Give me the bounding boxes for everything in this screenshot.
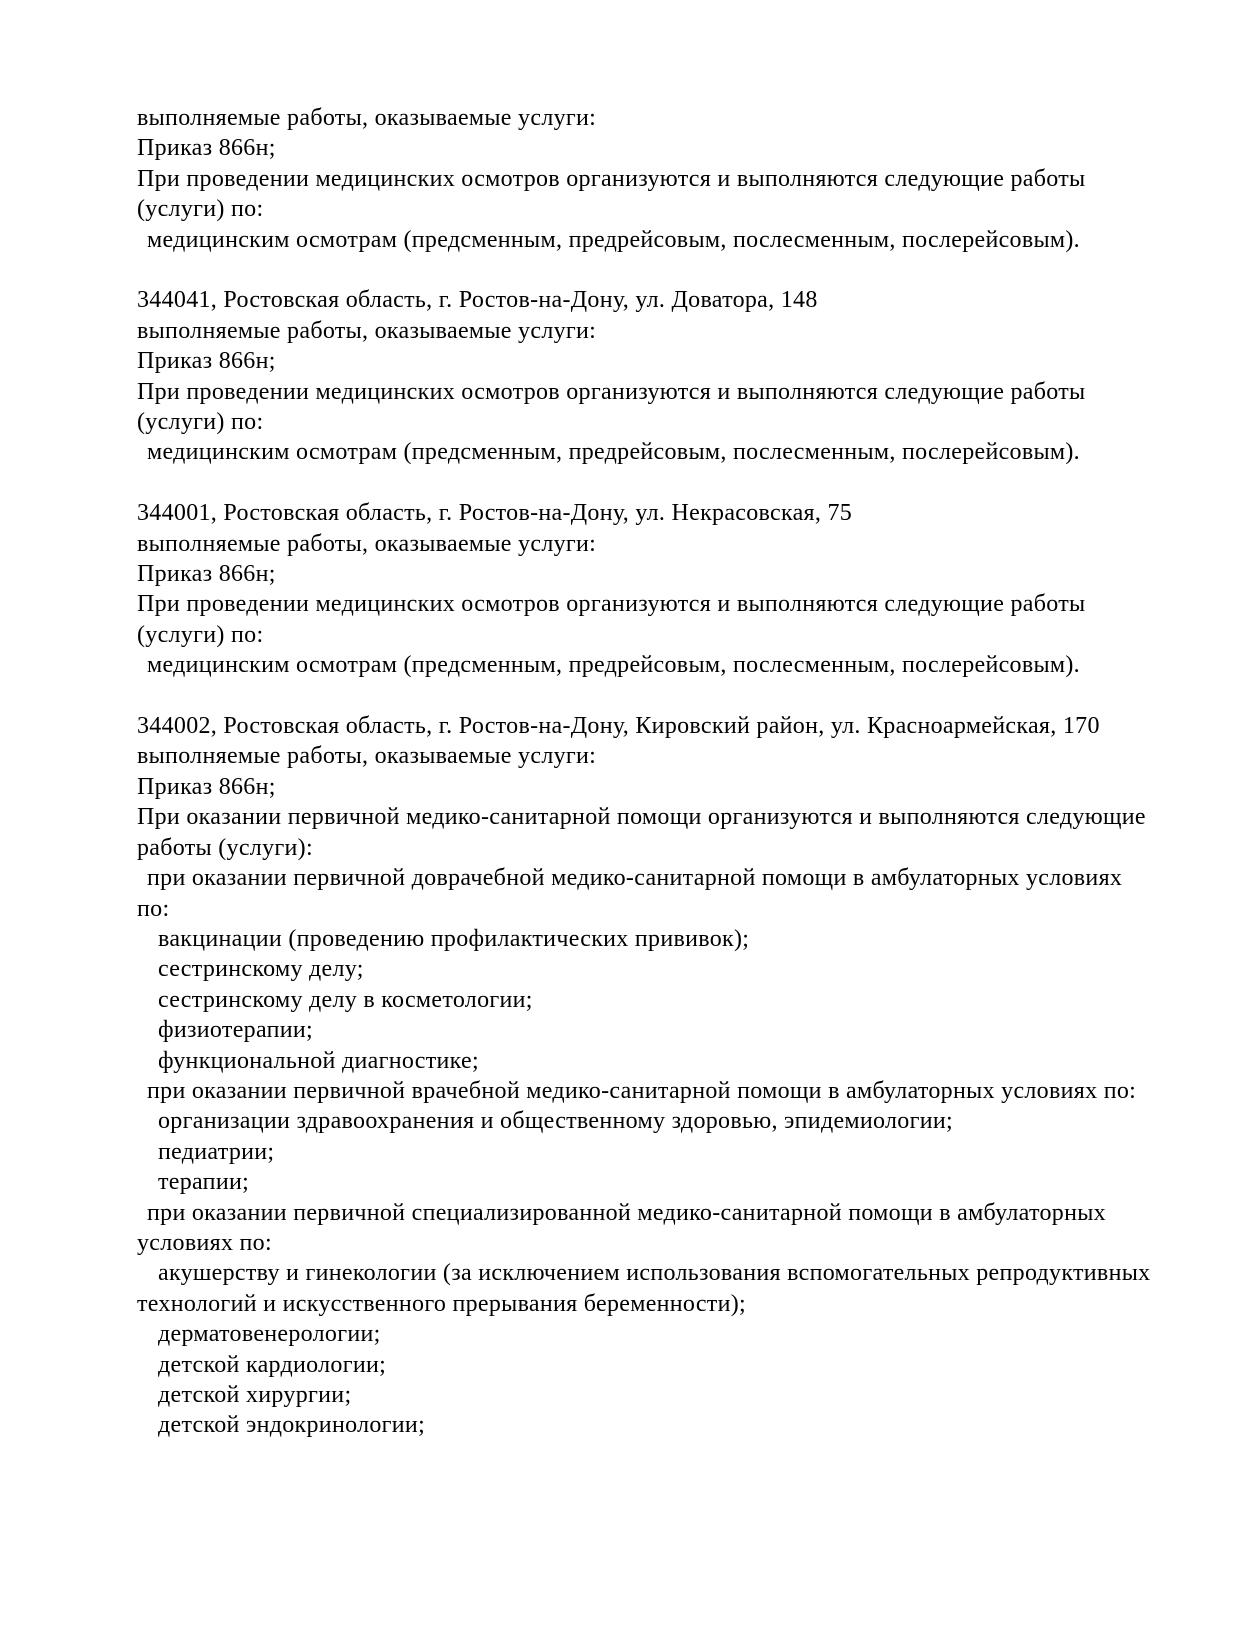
document-line: Приказ 866н; (137, 135, 276, 162)
document-line: физиотерапии; (158, 1017, 313, 1044)
document-line: детской кардиологии; (158, 1351, 387, 1378)
document-line: при оказании первичной врачебной медико-санитарной помощи в амбулаторных условиях по: (147, 1077, 1137, 1104)
document-line: медицинским осмотрам (предсменным, предрейсовым, послесменным, послерейсовым). (147, 439, 1080, 466)
document-line: детской эндокринологии; (158, 1412, 426, 1439)
document-line: Приказ 866н; (137, 561, 276, 588)
document-line: организации здравоохранения и общественному здоровью, эпидемиологии; (158, 1108, 953, 1135)
document-line: При проведении медицинских осмотров организуются и выполняются следующие работы (137, 378, 1086, 405)
document-line: терапии; (158, 1169, 250, 1196)
document-line: выполняемые работы, оказываемые услуги: (137, 105, 597, 131)
document-line: При проведении медицинских осмотров организуются и выполняются следующие работы (137, 591, 1086, 618)
document-line: работы (услуги): (137, 834, 313, 861)
document-line: (услуги) по: (137, 196, 264, 223)
document-line: выполняемые работы, оказываемые услуги: (137, 317, 597, 344)
document-line: медицинским осмотрам (предсменным, предрейсовым, послесменным, послерейсовым). (147, 652, 1080, 679)
document-line: детской хирургии; (158, 1382, 352, 1409)
document-line: педиатрии; (158, 1138, 275, 1165)
document-line: сестринскому делу; (158, 956, 364, 983)
document-line: (услуги) по: (137, 409, 264, 436)
document-line: медицинским осмотрам (предсменным, предрейсовым, послесменным, послерейсовым). (147, 226, 1080, 253)
document-line: по: (137, 895, 170, 922)
document-line: дерматовенерологии; (158, 1321, 381, 1348)
document-line: 344001, Ростовская область, г. Ростов-на-Дону, ул. Некрасовская, 75 (137, 500, 853, 527)
document-line: вакцинации (проведению профилактических прививок); (158, 925, 750, 952)
document-block (137, 711, 1182, 1441)
document-line: Приказ 866н; (137, 348, 276, 375)
document-line: технологий и искусственного прерывания беременности); (137, 1290, 746, 1317)
document-line: при оказании первичной доврачебной медико-санитарной помощи в амбулаторных условиях (147, 865, 1123, 892)
document-block (137, 103, 1182, 255)
document-line: функциональной диагностике; (158, 1047, 479, 1074)
document-block (137, 285, 1182, 467)
document-line: выполняемые работы, оказываемые услуги: (137, 743, 597, 770)
document-line: при оказании первичной специализированной медико-санитарной помощи в амбулаторных (147, 1199, 1106, 1226)
document-line: Приказ 866н; (137, 773, 276, 800)
document-line: выполняемые работы, оказываемые услуги: (137, 530, 597, 557)
document-line: При оказании первичной медико-санитарной помощи организуются и выполняются следующие (137, 804, 1146, 831)
document-line: (услуги) по: (137, 621, 264, 648)
document-line: 344002, Ростовская область, г. Ростов-на-Дону, Кировский район, ул. Красноармейская, 170 (137, 713, 1100, 740)
document-block (137, 498, 1182, 680)
document-line: сестринскому делу в косметологии; (158, 986, 533, 1013)
document-content (137, 103, 1182, 1441)
document-line: При проведении медицинских осмотров организуются и выполняются следующие работы (137, 165, 1086, 192)
document-line: условиях по: (137, 1229, 272, 1256)
document-line: акушерству и гинекологии (за исключением использования вспомогательных репродуктивных (158, 1260, 1151, 1287)
document-line: 344041, Ростовская область, г. Ростов-на-Дону, ул. Доватора, 148 (137, 287, 818, 314)
